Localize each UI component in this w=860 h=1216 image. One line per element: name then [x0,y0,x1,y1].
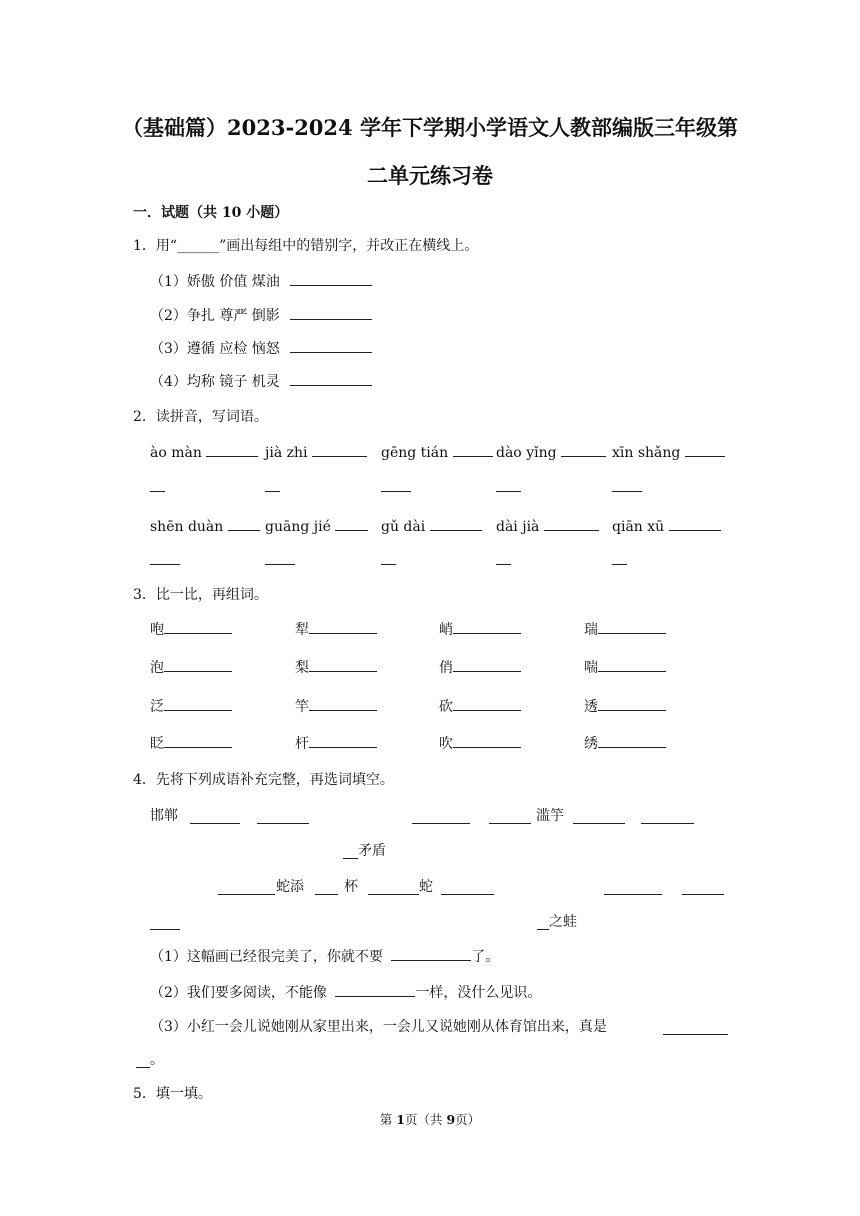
compare-cell: 泡 [150,657,232,677]
compare-cell: 峭 [439,619,521,639]
q4-sentence-2: （2）我们要多阅读，不能像 一样，没什么见识。 [150,982,541,1002]
answer-blank[interactable] [368,893,419,895]
compare-cell: 泛 [150,696,232,716]
pinyin-cell: qiān xū [612,516,721,535]
compare-cell: 竿 [295,696,377,716]
answer-blank[interactable] [641,822,694,824]
q4-sentence-3-end: 。 [150,1052,164,1068]
compare-cell: 喘 [584,657,666,677]
pinyin-cell: gēng tián [381,442,493,461]
answer-blank[interactable] [343,857,358,859]
answer-blank[interactable] [190,822,240,824]
answer-blank[interactable] [391,946,471,961]
answer-blank[interactable] [335,982,415,997]
answer-blank[interactable] [412,822,470,824]
answer-blank[interactable] [164,657,232,672]
idiom-maodun: 矛盾 [358,843,386,859]
compare-cell: 吹 [439,733,521,753]
q4-stem: 4．先将下列成语补充完整，再选词填空。 [133,772,394,788]
answer-blank-wrap[interactable] [150,563,180,565]
answer-blank-wrap[interactable] [381,490,411,492]
pinyin-cell: jià zhi [265,442,367,461]
q5-stem: 5．填一填。 [133,1086,212,1102]
compare-cell: 咆 [150,619,232,639]
compare-cell: 犁 [295,619,377,639]
answer-blank[interactable] [573,822,625,824]
q1-item-1: （1）娇傲 价值 煤油 [150,271,372,291]
compare-cell: 透 [584,696,666,716]
q1-item-4: （4）均称 镜子 机灵 [150,371,372,391]
pinyin-cell: dài jià [496,516,599,535]
answer-blank[interactable] [228,516,260,531]
answer-blank[interactable] [164,696,232,711]
answer-blank[interactable] [257,822,309,824]
answer-blank[interactable] [489,822,531,824]
answer-blank[interactable] [685,442,725,457]
answer-blank-wrap[interactable] [612,563,627,565]
answer-blank-wrap[interactable] [496,490,521,492]
idiom-lanyu: 滥竽 [536,808,564,824]
answer-blank[interactable] [164,733,232,748]
compare-cell: 俏 [439,657,521,677]
answer-blank-wrap[interactable] [150,928,180,930]
answer-blank-wrap[interactable] [265,563,295,565]
answer-blank[interactable] [598,619,666,634]
idiom-handan: 邯郸 [150,808,178,824]
pinyin-cell: gǔ dài [381,516,482,535]
pinyin-cell: xīn shǎng [612,442,725,461]
answer-blank[interactable] [441,893,494,895]
answer-blank-wrap[interactable] [265,490,280,492]
q4-sentence-1: （1）这幅画已经很完美了，你就不要 了。 [150,946,499,966]
answer-blank[interactable] [598,733,666,748]
answer-blank[interactable] [309,619,377,634]
answer-blank[interactable] [430,516,482,531]
compare-cell: 砍 [439,696,521,716]
answer-blank[interactable] [290,338,372,353]
pinyin-cell: ào màn [150,442,258,461]
compare-cell: 梨 [295,657,377,677]
idiom-shetian: 蛇添 [276,879,304,895]
idiom-bei: 杯 [344,879,358,895]
answer-blank[interactable] [453,619,521,634]
answer-blank[interactable] [309,657,377,672]
answer-blank[interactable] [312,442,367,457]
answer-blank[interactable] [453,733,521,748]
answer-blank-wrap[interactable] [136,1066,150,1068]
compare-cell: 眨 [150,733,232,753]
q1-item-3: （3）遵循 应检 恼怒 [150,338,372,358]
answer-blank[interactable] [598,657,666,672]
answer-blank-wrap[interactable] [612,490,642,492]
doc-title-line1: （基础篇）2023-2024 学年下学期小学语文人教部编版三年级第 [122,115,738,140]
compare-cell: 杆 [295,733,377,753]
answer-blank[interactable] [453,696,521,711]
answer-blank[interactable] [290,371,372,386]
answer-blank[interactable] [604,893,662,895]
answer-blank[interactable] [218,893,275,895]
answer-blank[interactable] [309,733,377,748]
answer-blank[interactable] [598,696,666,711]
compare-cell: 绣 [584,733,666,753]
answer-blank[interactable] [290,271,372,286]
answer-blank[interactable] [206,442,258,457]
doc-title-line2: 二单元练习卷 [367,163,493,188]
answer-blank[interactable] [164,619,232,634]
answer-blank[interactable] [335,516,368,531]
answer-blank[interactable] [544,516,599,531]
answer-blank[interactable] [663,1033,728,1035]
answer-blank[interactable] [669,516,721,531]
q1-item-2: （2）争扎 尊严 倒影 [150,305,372,325]
answer-blank[interactable] [453,442,493,457]
answer-blank[interactable] [315,893,338,895]
answer-blank[interactable] [682,893,724,895]
answer-blank-wrap[interactable] [150,490,165,492]
pinyin-cell: guāng jié [265,516,368,535]
page-footer: 第 1页（共 9页） [379,1112,481,1127]
answer-blank[interactable] [309,696,377,711]
answer-blank-wrap[interactable] [496,563,511,565]
q3-stem: 3．比一比，再组词。 [133,587,268,603]
answer-blank-wrap[interactable] [537,928,549,930]
idiom-zhiwa: 之蛙 [549,914,577,930]
section-heading: 一．试题（共 10 小题） [133,205,289,221]
answer-blank[interactable] [290,305,372,320]
pinyin-cell: shēn duàn [150,516,260,535]
answer-blank-wrap[interactable] [381,563,396,565]
answer-blank[interactable] [561,442,606,457]
q1-stem: 1．用“______”画出每组中的错别字，并改正在横线上。 [133,238,479,254]
idiom-she: 蛇 [419,879,433,895]
compare-cell: 瑞 [584,619,666,639]
pinyin-cell: dào yǐng [496,442,606,461]
answer-blank[interactable] [453,657,521,672]
q2-stem: 2．读拼音，写词语。 [133,409,268,425]
q4-sentence-3: （3）小红一会儿说她刚从家里出来，一会儿又说她刚从体育馆出来，真是 [150,1019,607,1035]
